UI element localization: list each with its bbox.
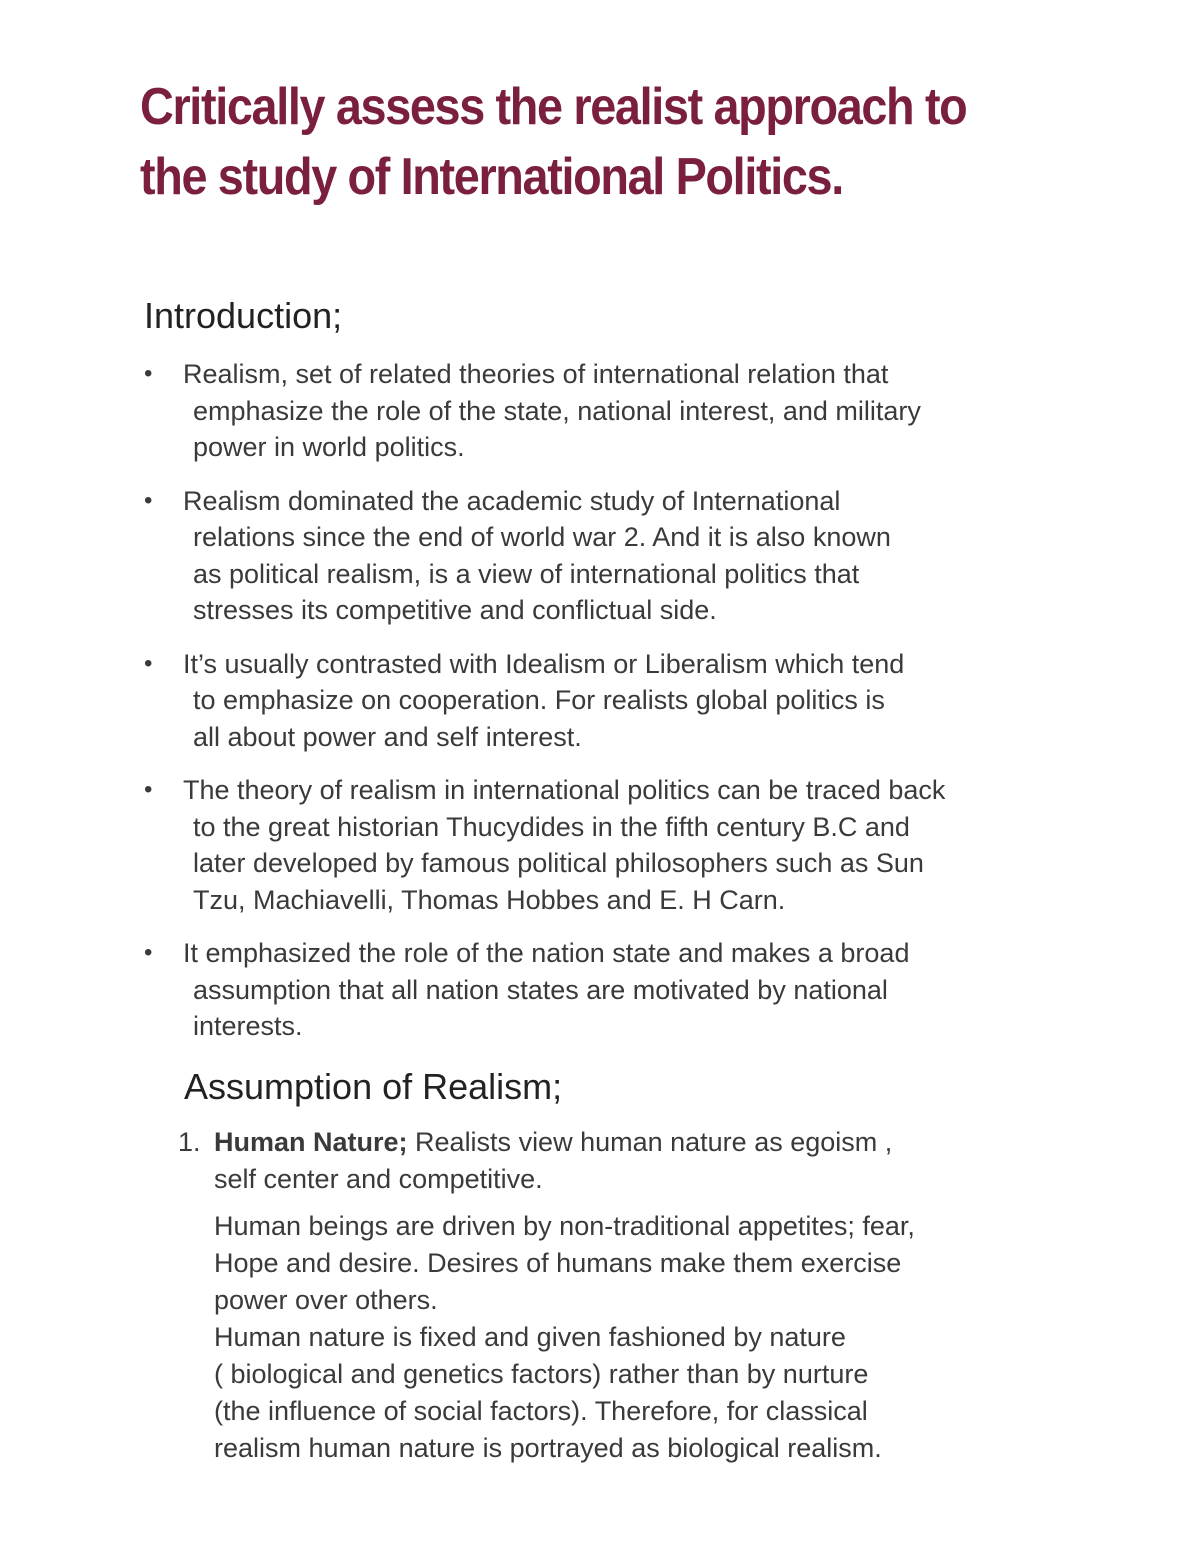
- item-term: Human Nature;: [214, 1127, 408, 1157]
- bullet-line: power in world politics.: [193, 432, 465, 462]
- bullet-line: It’s usually contrasted with Idealism or Liberalism which tend: [183, 648, 905, 679]
- paragraph-line: (the influence of social factors). Therefore, for classical: [214, 1396, 868, 1426]
- introduction-bullet-list: [144, 356, 1084, 1062]
- title-line-2: the study of International Politics.: [140, 148, 843, 206]
- bullet-line: assumption that all nation states are motivated by national: [193, 974, 888, 1005]
- title-line-1: Critically assess the realist approach to: [140, 78, 967, 136]
- bullet-item: [144, 356, 1084, 466]
- paragraph-line: Hope and desire. Desires of humans make them exercise: [214, 1248, 902, 1278]
- numbered-item: [178, 1124, 1058, 1467]
- item-first-line: [214, 1124, 1058, 1161]
- item-first-line-rest: Realists view human nature as egoism ,: [407, 1127, 893, 1157]
- item-number: 1.: [178, 1127, 201, 1157]
- bullet-line: all about power and self interest.: [193, 721, 582, 752]
- paragraph-line: realism human nature is portrayed as biological realism.: [214, 1433, 882, 1463]
- bullet-line: It emphasized the role of the nation state and makes a broad: [183, 938, 910, 968]
- bullet-item: [144, 646, 1084, 756]
- bullet-line: emphasize the role of the state, national interest, and military: [193, 395, 921, 426]
- paragraph-line: ( biological and genetics factors) rather than by nurture: [214, 1359, 869, 1389]
- bullet-line: to emphasize on cooperation. For realists global politics is: [193, 685, 885, 715]
- assumption-numbered-list: [178, 1124, 1058, 1467]
- bullet-line: Realism dominated the academic study of International: [183, 485, 841, 516]
- bullet-dot-icon: •: [144, 776, 153, 803]
- bullet-dot-icon: •: [144, 649, 153, 677]
- paragraph-line: Human beings are driven by non-traditional appetites; fear,: [214, 1211, 915, 1241]
- introduction-heading: Introduction;: [144, 295, 343, 336]
- paragraph-line: power over others.: [214, 1285, 438, 1315]
- bullet-line: relations since the end of world war 2. And it is also known: [193, 522, 891, 552]
- bullet-line: Tzu, Machiavelli, Thomas Hobbes and E. H Carn.: [193, 884, 786, 915]
- bullet-dot-icon: •: [144, 486, 153, 514]
- bullet-dot-icon: •: [144, 360, 153, 387]
- document-title: [140, 72, 1004, 212]
- bullet-line: as political realism, is a view of international politics that: [193, 558, 860, 589]
- bullet-line: stresses its competitive and conflictual side.: [193, 595, 717, 625]
- bullet-item: [144, 772, 1084, 918]
- bullet-line: to the great historian Thucydides in the fifth century B.C and: [193, 811, 910, 842]
- bullet-dot-icon: •: [144, 939, 153, 966]
- item-second-line: self center and competitive.: [214, 1164, 543, 1194]
- bullet-item: [144, 483, 1084, 629]
- bullet-line: interests.: [193, 1011, 303, 1041]
- bullet-item: [144, 935, 1084, 1045]
- paragraph-line: Human nature is fixed and given fashioned by nature: [214, 1322, 846, 1352]
- bullet-line: Realism, set of related theories of international relation that: [183, 359, 889, 389]
- assumption-heading: Assumption of Realism;: [184, 1066, 563, 1107]
- bullet-line: The theory of realism in international politics can be traced back: [183, 775, 946, 805]
- bullet-line: later developed by famous political philosophers such as Sun: [193, 848, 924, 878]
- item-paragraph: [214, 1208, 1058, 1467]
